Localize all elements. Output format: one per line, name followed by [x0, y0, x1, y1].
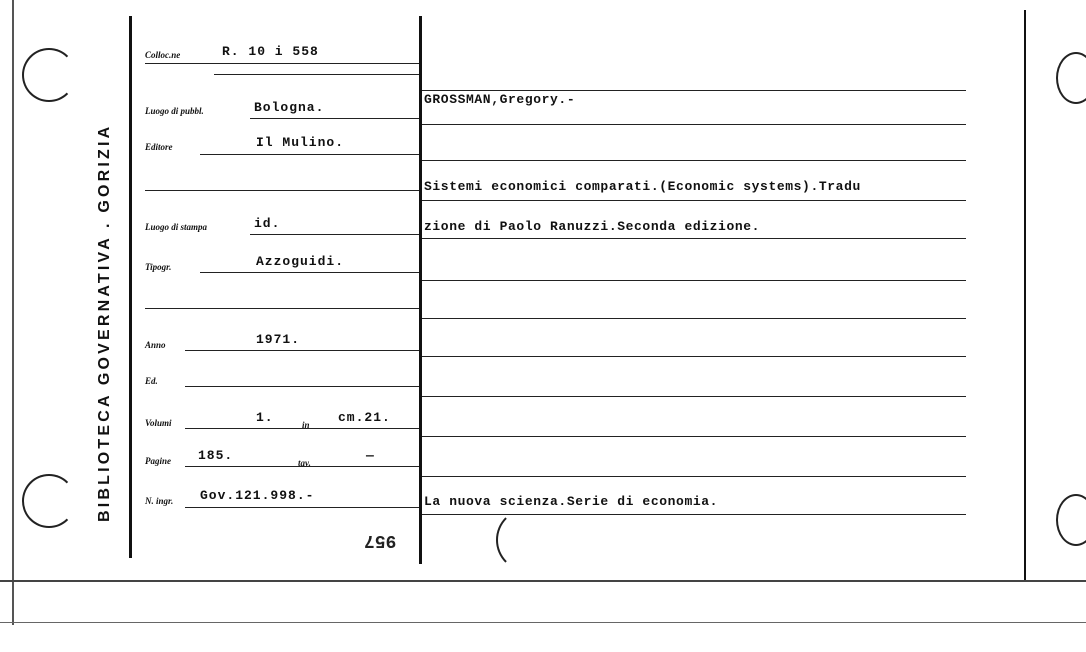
value-formato: cm.21. — [338, 410, 391, 425]
rule-r4 — [422, 200, 966, 201]
rule-blank-2 — [145, 308, 419, 309]
punch-hole-bottom-right — [1056, 494, 1086, 546]
entry-series: La nuova scienza.Serie di economia. — [424, 494, 719, 509]
value-pagine: 185. — [198, 448, 234, 463]
value-luogo-stampa: id. — [254, 216, 281, 231]
rule-colloc-2 — [214, 74, 419, 75]
punch-hole-top-right — [1056, 52, 1086, 104]
value-volumi: 1. — [256, 410, 274, 425]
rule-blank-1 — [145, 190, 419, 191]
rule-stampa — [250, 234, 419, 235]
value-luogo-pubbl: Bologna. — [254, 100, 325, 115]
library-name: BIBLIOTECA GOVERNATIVA . GORIZIA — [96, 123, 113, 522]
rule-editore — [200, 154, 419, 155]
rule-r2 — [422, 124, 966, 125]
middle-rule — [419, 16, 422, 564]
rule-anno — [185, 350, 419, 351]
value-tipografo: Azzoguidi. — [256, 254, 345, 269]
label-n-ingr: N. ingr. — [145, 496, 174, 506]
punch-hole-bottom-left — [22, 474, 76, 528]
rule-colloc — [145, 63, 419, 64]
punch-mark-middle — [496, 508, 560, 572]
rule-r5 — [422, 238, 966, 239]
bottom-edge-2 — [0, 622, 1086, 623]
rule-r11 — [422, 476, 966, 477]
label-editore: Editore — [145, 142, 173, 152]
label-volumi: Volumi — [145, 418, 172, 428]
punch-hole-top-left — [22, 48, 76, 102]
rule-r12 — [422, 514, 966, 515]
value-n-ingr: Gov.121.998.- — [200, 488, 315, 503]
label-luogo-stampa: Luogo di stampa — [145, 222, 208, 232]
label-ed: Ed. — [145, 376, 158, 386]
label-luogo-pubbl: Luogo di pubbl. — [145, 106, 204, 116]
rule-r8 — [422, 356, 966, 357]
left-margin-rule — [129, 16, 132, 558]
label-tipografo: Tipogr. — [145, 262, 172, 272]
rule-r6 — [422, 280, 966, 281]
rule-r9 — [422, 396, 966, 397]
rule-r7 — [422, 318, 966, 319]
value-collocazione: R. 10 i 558 — [222, 44, 319, 59]
rule-tipogr — [200, 272, 419, 273]
left-edge — [12, 0, 14, 625]
bottom-edge — [0, 580, 1086, 582]
label-collocazione: Colloc.ne — [145, 50, 181, 60]
inventory-stamp: 957 — [364, 530, 397, 550]
label-volumi-in: in — [302, 420, 310, 430]
value-anno: 1971. — [256, 332, 301, 347]
right-edge — [1024, 10, 1026, 580]
entry-title-line-1: Sistemi economici comparati.(Economic systems).Tradu — [424, 179, 861, 194]
label-anno: Anno — [145, 340, 166, 350]
label-pagine: Pagine — [145, 456, 171, 466]
value-tav: — — [366, 448, 375, 463]
rule-r1 — [422, 90, 966, 91]
entry-author: GROSSMAN,Gregory.- — [424, 92, 576, 107]
entry-title-line-2: zione di Paolo Ranuzzi.Seconda edizione. — [424, 219, 761, 234]
label-tav: tav. — [298, 458, 311, 468]
rule-ningr — [185, 507, 419, 508]
rule-r3 — [422, 160, 966, 161]
rule-r10 — [422, 436, 966, 437]
rule-luogo — [250, 118, 419, 119]
rule-ed — [185, 386, 419, 387]
value-editore: Il Mulino. — [256, 135, 345, 150]
